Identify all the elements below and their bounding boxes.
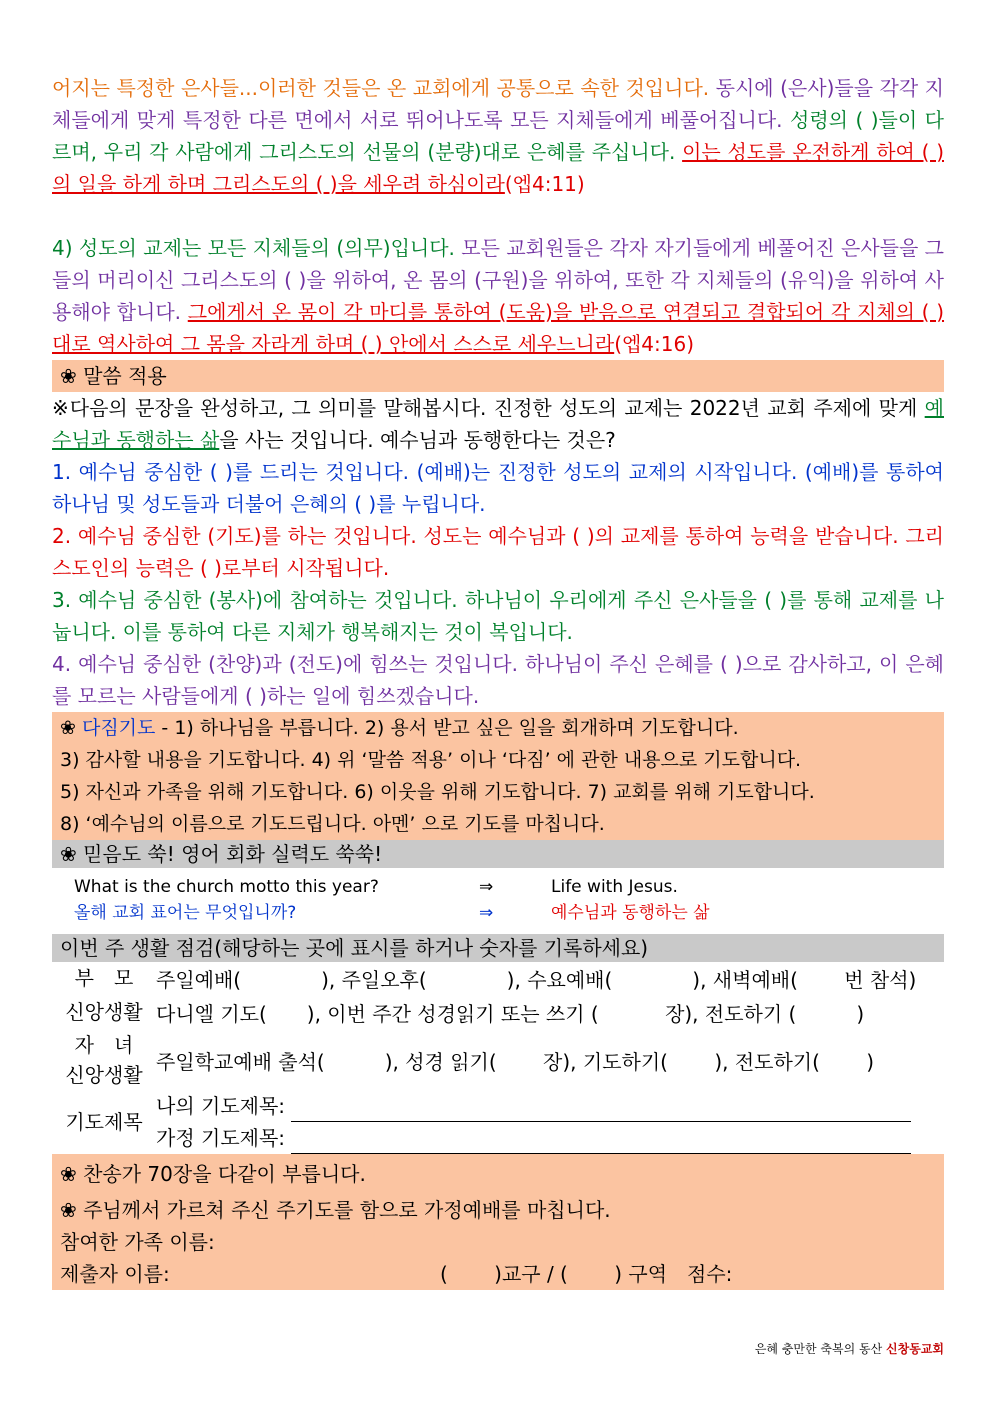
english-question: What is the church motto this year? [74,877,379,897]
gifts-scripture-ref: (엡4:11) [504,172,585,196]
gifts-sentence-2: 동시에 (은사)들을 각각 지체들에게 맞게 특정한 다른 면에서 서로 뛰어나도록 모든 지체들에게 베풀어집니다. [52,76,944,132]
apply-item-2: 2. 예수님 중심한 (기도)를 하는 것입니다. 성도는 예수님과 ( )의 교제를 통하여 능력을 받습니다. 그리스도인의 능력은 ( )로부터 시작됩니다. [52,524,944,580]
church-footer [755,1340,944,1357]
children-checklist[interactable]: 주일학교예배 출석( ), 성경 읽기( 장), 기도하기( ), 전도하기( ) [156,1049,875,1074]
parents-faith-checklist[interactable]: 다니엘 기도( ), 이번 주간 성경읽기 또는 쓰기 ( 장), 전도하기 ( ) [156,1001,865,1026]
apply-item-3: 3. 예수님 중심한 (봉사)에 참여하는 것입니다. 하나님이 우리에게 주신 은사들을 ( )를 통해 교제를 나눕니다. 이를 통하여 다른 지체가 행복해지는 것이 복입니다. [52,588,944,644]
closing-section [52,1154,944,1290]
apply-item-4: 4. 예수님 중심한 (찬양)과 (전도)에 힘쓰는 것입니다. 하나님이 주신 은혜를 ( )으로 감사하고, 이 은혜를 모르는 사람들에게 ( )하는 일에 힘쓰겠습니다. [52,652,944,708]
english-answer: Life with Jesus. [551,877,678,897]
arrow-icon: ⇒ [479,877,494,897]
gifts-scripture: 이는 성도를 온전하게 하여 ( )의 일을 하게 하며 그리스도의 ( )을 세우려 하심이라 [52,140,944,196]
english-header: ❀ 믿음도 쑥! 영어 회화 실력도 쑥쑥! [52,840,944,868]
prayer-line-1 [60,712,936,744]
life-check-table [52,962,944,1154]
gifts-sentence-3: 성령의 ( )들이 다르며, 우리 각 사람에게 그리스도의 선물의 (분량)대로 은혜를 주십니다. [52,108,944,164]
lords-prayer-line: ❀ 주님께서 가르쳐 주신 주기도를 함으로 가정예배를 마칩니다. [60,1198,611,1222]
english-section [52,868,944,926]
prayer-section [52,712,944,840]
page [52,72,944,1290]
prayer-topics-label: 기도제목 [65,1110,143,1134]
duty-sentence-1: 4) 성도의 교제는 모든 지체들의 (의무)입니다. [52,236,455,260]
family-names-line[interactable]: 참여한 가족 이름: [60,1230,215,1254]
prayer-title: 다짐기도 [81,717,156,739]
arrow-icon: ⇒ [479,903,494,923]
apply-header: ❀ 말씀 적용 [52,360,944,392]
hymn-line: ❀ 찬송가 70장을 다같이 부릅니다. [60,1162,366,1186]
family-prayer-label: 가정 기도제목: [156,1126,286,1150]
my-prayer-label: 나의 기도제목: [156,1094,286,1118]
my-prayer-input[interactable] [291,1099,911,1122]
korean-row [74,900,922,926]
family-prayer-input[interactable] [291,1131,911,1154]
submitter-label[interactable]: 제출자 이름: [60,1262,170,1286]
church-name: 신창동교회 [886,1342,944,1356]
parents-label: 부 모 [74,966,134,990]
parents-faith-label: 신앙생활 [65,1000,143,1024]
prayer-topics-cell [156,1090,944,1154]
apply-item-1: 1. 예수님 중심한 ( )를 드리는 것입니다. (예배)는 진정한 성도의 교제의 시작입니다. (예배)를 통하여 하나님 및 성도들과 더불어 은혜의 ( )를 누립니다. [52,460,944,516]
gifts-paragraph [52,72,944,200]
prayer-line-4: 8) ‘예수님의 이름으로 기도드립니다. 아멘’ 으로 기도를 마칩니다. [60,813,605,835]
parents-checklist[interactable]: 주일예배( ), 주일오후( ), 수요예배( ), 새벽예배( 번 참석) [156,967,917,992]
family-prayer-row [156,1122,944,1154]
duty-sentence-2: 모든 교회원들은 각자 자기들에게 베풀어진 은사들을 그들의 머리이신 그리스도의 ( )을 위하여, 온 몸의 (구원)을 위하여, 또한 각 지체들의 (유익)을 위하여 사용해야 합니다. [52,236,945,324]
life-check-header: 이번 주 생활 점검(해당하는 곳에 표시를 하거나 숫자를 기록하세요) [52,934,944,962]
district-label[interactable]: ( )교구 / ( ) 구역 점수: [440,1262,733,1286]
children-label-1: 자 녀 [74,1033,134,1057]
english-row [74,874,922,900]
apply-motto: 예수님과 동행하는 삶 [52,396,944,452]
korean-answer: 예수님과 동행하는 삶 [551,903,710,923]
duty-paragraph [52,232,944,360]
duty-scripture: 그에게서 온 몸이 각 마디를 통하여 (도움)을 받음으로 연결되고 결합되어 각 지체의 ( )대로 역사하여 그 몸을 자라게 하며 ( ) 안에서 스스로 세우느니라 [52,300,945,356]
prayer-line-3: 5) 자신과 가족을 위해 기도합니다. 6) 이웃을 위해 기도합니다. 7) 교회를 위해 기도합니다. [60,781,815,803]
submitter-line [60,1258,936,1290]
gifts-sentence-1: 어지는 특정한 은사들...이러한 것들은 온 교회에게 공통으로 속한 것입니다. [52,76,710,100]
children-label [52,1030,156,1090]
apply-intro-a: ※다음의 문장을 완성하고, 그 의미를 말해봅시다. 진정한 성도의 교제는 2022년 교회 주제에 맞게 [52,396,925,420]
apply-intro [52,392,944,456]
prayer-line-1-text: - 1) 하나님을 부릅니다. 2) 용서 받고 싶은 일을 회개하며 기도합니다. [155,717,739,739]
prayer-line-2: 3) 감사할 내용을 기도합니다. 4) 위 ‘말씀 적용’ 이나 ‘다짐’ 에 관한 내용으로 기도합니다. [60,749,802,771]
korean-question: 올해 교회 표어는 무엇입니까? [74,903,297,923]
my-prayer-row [156,1090,944,1122]
flower-icon: ❀ [60,717,82,739]
children-label-2: 신앙생활 [65,1063,143,1087]
apply-intro-b: 을 사는 것입니다. 예수님과 동행한다는 것은? [219,428,616,452]
duty-scripture-ref: (엡4:16) [614,332,695,356]
church-slogan: 은혜 충만한 축복의 동산 [754,1342,887,1356]
